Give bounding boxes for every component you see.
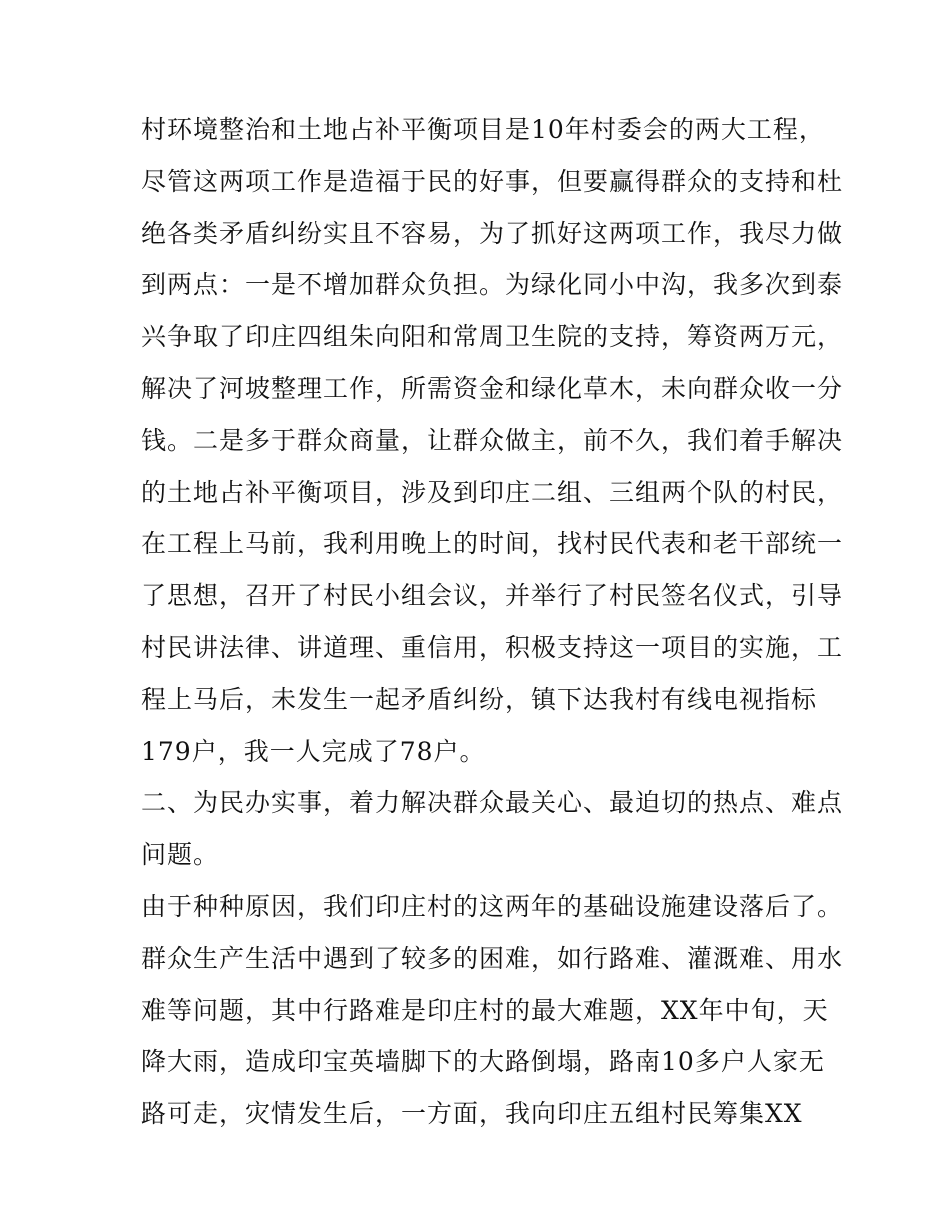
text-line: 尽管这两项工作是造福于民的好事，但要赢得群众的支持和杜	[141, 166, 844, 196]
text-line: 群众生产生活中遇到了较多的困难，如行路难、灌溉难、用水	[141, 943, 844, 973]
document-body	[141, 109, 844, 1145]
text-line: 兴争取了印庄四组朱向阳和常周卫生院的支持，筹资两万元，	[141, 322, 844, 352]
text-line: 的土地占补平衡项目，涉及到印庄二组、三组两个队的村民，	[141, 477, 844, 507]
text-line: 179户，我一人完成了78户。	[141, 736, 486, 766]
text-line: 解决了河坡整理工作，所需资金和绿化草木，未向群众收一分	[141, 373, 844, 403]
text-line: 难等问题，其中行路难是印庄村的最大难题，XX年中旬，天	[141, 995, 829, 1025]
text-line: 到两点：一是不增加群众负担。为绿化同小中沟，我多次到泰	[141, 270, 844, 300]
text-line: 在工程上马前，我利用晚上的时间，找村民代表和老干部统一	[141, 529, 844, 559]
text-line: 了思想，召开了村民小组会议，并举行了村民签名仪式，引导	[141, 581, 844, 611]
text-line: 钱。二是多于群众商量，让群众做主，前不久，我们着手解决	[141, 425, 844, 455]
text-line: 程上马后，未发生一起矛盾纠纷，镇下达我村有线电视指标	[141, 684, 818, 714]
text-line: 村民讲法律、讲道理、重信用，积极支持这一项目的实施，工	[141, 632, 844, 662]
text-line: 村环境整治和土地占补平衡项目是10年村委会的两大工程，	[141, 115, 825, 144]
text-line: 降大雨，造成印宝英墙脚下的大路倒塌，路南10多户人家无	[141, 1047, 825, 1077]
text-line: 由于种种原因，我们印庄村的这两年的基础设施建设落后了。	[141, 891, 844, 921]
text-line: 路可走，灾情发生后，一方面，我向印庄五组村民筹集XX	[141, 1099, 803, 1129]
section-heading-line: 问题。	[141, 840, 220, 870]
text-line: 绝各类矛盾纠纷实且不容易，为了抓好这两项工作，我尽力做	[141, 218, 844, 248]
section-heading-line: 二、为民办实事，着力解决群众最关心、最迫切的热点、难点	[141, 788, 844, 818]
